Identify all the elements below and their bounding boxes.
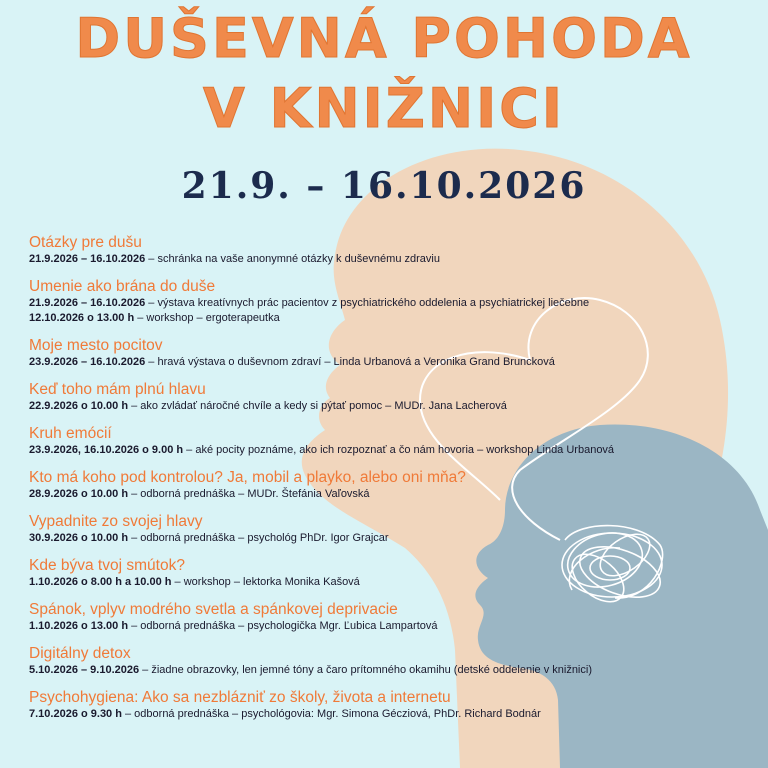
event-title: Kruh emócií	[29, 425, 112, 442]
event-item	[29, 381, 759, 414]
event-description: – odborná prednáška – psychológ PhDr. Igor Grajcar	[128, 532, 389, 544]
event-detail	[29, 252, 759, 267]
date-range: 21.9. – 16.10.2026	[181, 165, 587, 207]
event-date: 23.9.2026, 16.10.2026 o 9.00 h	[29, 444, 184, 456]
title-line-1: DUŠEVNÁ POHODA	[75, 7, 693, 70]
event-item	[29, 469, 759, 502]
event-title: Otázky pre dušu	[29, 234, 142, 251]
event-detail	[29, 531, 759, 546]
event-detail	[29, 311, 759, 326]
event-description: – workshop – lektorka Monika Kašová	[171, 576, 360, 588]
event-date: 23.9.2026 – 16.10.2026	[29, 356, 146, 368]
event-date: 21.9.2026 – 16.10.2026	[29, 253, 146, 265]
event-date: 7.10.2026 o 9.30 h	[29, 708, 122, 720]
event-description: – ako zvládať náročné chvíle a kedy si pýtať pomoc – MUDr. Jana Lacherová	[128, 400, 507, 412]
event-item	[29, 689, 759, 722]
event-item	[29, 601, 759, 634]
event-date: 12.10.2026 o 13.00 h	[29, 312, 135, 324]
event-title: Digitálny detox	[29, 645, 131, 662]
event-date: 30.9.2026 o 10.00 h	[29, 532, 129, 544]
event-item	[29, 557, 759, 590]
event-date: 1.10.2026 o 8.00 h a 10.00 h	[29, 576, 172, 588]
event-title: Psychohygiena: Ako sa nezblázniť zo školy, života a internetu	[29, 689, 451, 706]
event-item	[29, 278, 759, 326]
event-detail	[29, 399, 759, 414]
event-detail	[29, 487, 759, 502]
event-title: Umenie ako brána do duše	[29, 278, 216, 295]
event-description: – odborná prednáška – psychologička Mgr. Ľubica Lampartová	[128, 620, 438, 632]
event-item	[29, 645, 759, 678]
event-item	[29, 234, 759, 267]
event-date: 5.10.2026 – 9.10.2026	[29, 664, 140, 676]
event-description: – schránka na vaše anonymné otázky k duševnému zdraviu	[145, 253, 440, 265]
event-description: – výstava kreatívnych prác pacientov z psychiatrického oddelenia a psychiatrickej liečebne	[145, 297, 590, 309]
event-title: Moje mesto pocitov	[29, 337, 163, 354]
event-detail	[29, 443, 759, 458]
event-description: – žiadne obrazovky, len jemné tóny a čaro prítomného okamihu (detské oddelenie v knižnici)	[139, 664, 592, 676]
event-detail	[29, 296, 759, 311]
event-detail	[29, 575, 759, 590]
event-description: – odborná prednáška – psychológovia: Mgr. Simona Gécziová, PhDr. Richard Bodnár	[121, 708, 541, 720]
title-line-2: V KNIŽNICI	[203, 77, 565, 140]
event-item	[29, 425, 759, 458]
event-title: Kde býva tvoj smútok?	[29, 557, 185, 574]
event-title: Vypadnite zo svojej hlavy	[29, 513, 203, 530]
event-detail	[29, 663, 759, 678]
event-list	[29, 234, 759, 733]
event-date: 1.10.2026 o 13.00 h	[29, 620, 129, 632]
event-detail	[29, 619, 759, 634]
event-description: – odborná prednáška – MUDr. Štefánia Vaľovská	[128, 488, 370, 500]
event-description: – hravá výstava o duševnom zdraví – Linda Urbanová a Veronika Grand Bruncková	[145, 356, 555, 368]
event-date: 22.9.2026 o 10.00 h	[29, 400, 129, 412]
event-item	[29, 337, 759, 370]
event-date: 21.9.2026 – 16.10.2026	[29, 297, 146, 309]
event-date: 28.9.2026 o 10.00 h	[29, 488, 129, 500]
event-title: Keď toho mám plnú hlavu	[29, 381, 206, 398]
event-description: – aké pocity poznáme, ako ich rozpoznať a čo nám hovoria – workshop Linda Urbanová	[183, 444, 615, 456]
event-item	[29, 513, 759, 546]
event-detail	[29, 707, 759, 722]
event-description: – workshop – ergoterapeutka	[134, 312, 280, 324]
event-title: Spánok, vplyv modrého svetla a spánkovej deprivacie	[29, 601, 398, 618]
event-detail	[29, 355, 759, 370]
event-title: Kto má koho pod kontrolou? Ja, mobil a playko, alebo oni mňa?	[29, 469, 466, 486]
